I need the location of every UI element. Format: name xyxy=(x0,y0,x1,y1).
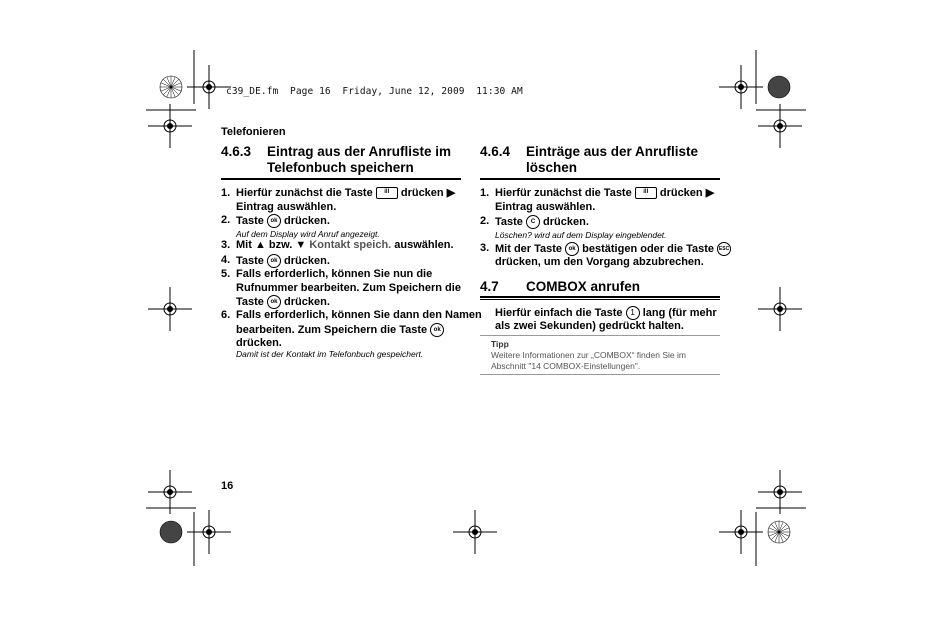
section-title: Einträge aus der Anrufliste löschen xyxy=(526,144,699,175)
combox-instructions: Hierfür einfach die Taste 1 lang (für mehr als zwei Sekunden) gedrückt halten. xyxy=(495,306,717,333)
section-number: 4.7 xyxy=(480,279,499,294)
escape-key-icon: ESC xyxy=(717,242,731,256)
call-list-key-icon: ill xyxy=(376,187,398,199)
section-heading-4-6-4 xyxy=(480,144,720,178)
step-1: 1. Hierfür zunächst die Taste ill drücken ▶ Eintrag auswählen. xyxy=(221,187,456,213)
heading-rule-thin xyxy=(480,299,720,300)
ok-key-icon: ok xyxy=(430,323,444,337)
heading-rule xyxy=(480,178,720,180)
section-heading-4-6-3 xyxy=(221,144,461,178)
heading-rule xyxy=(221,178,461,180)
print-header: c39_DE.fm Page 16 Friday, June 12, 2009 11:30 AM xyxy=(226,86,523,97)
menu-keyword: Kontakt speich. xyxy=(309,239,392,251)
clear-key-icon: C xyxy=(526,215,540,229)
step-2-note: Löschen? wird auf dem Display eingeblendet. xyxy=(495,230,667,240)
step-6: 6. Falls erforderlich, können Sie dann den Namen bearbeiten. Zum Speichern die Taste ok drücken. xyxy=(221,309,482,349)
tip-box xyxy=(480,335,720,375)
call-list-key-icon: ill xyxy=(635,187,657,199)
step-6-note: Damit ist der Kontakt im Telefonbuch gespeichert. xyxy=(236,349,424,359)
ok-key-icon: ok xyxy=(267,254,281,268)
section-heading-4-7 xyxy=(480,279,720,297)
section-number: 4.6.4 xyxy=(480,144,511,159)
heading-rule xyxy=(480,296,720,298)
section-number: 4.6.3 xyxy=(221,144,252,159)
key-1-icon: 1 xyxy=(626,306,640,320)
step-5: 5. Falls erforderlich, können Sie nun die Rufnummer bearbeiten. Zum Speichern die Taste ok drücken. xyxy=(221,268,461,308)
ok-key-icon: ok xyxy=(267,295,281,309)
tip-text: Weitere Informationen zur „COMBOX“ finden Sie im Abschnitt "14 COMBOX-Einstellungen". xyxy=(491,350,686,371)
step-3: 3. Mit der Taste ok bestätigen oder die Taste ESC drücken, um den Vorgang abzubrechen. xyxy=(480,242,730,269)
page-number: 16 xyxy=(221,480,234,492)
step-2-note: Auf dem Display wird Anruf angezeigt. xyxy=(236,229,380,239)
tip-title: Tipp xyxy=(491,339,509,349)
ok-key-icon: ok xyxy=(565,242,579,256)
chapter-title: Telefonieren xyxy=(221,126,286,138)
ok-key-icon: ok xyxy=(267,214,281,228)
section-title: COMBOX anrufen xyxy=(526,279,641,294)
section-title: Eintrag aus der Anrufliste im Telefonbuch speichern xyxy=(267,144,452,175)
step-1: 1. Hierfür zunächst die Taste ill drücken ▶ Eintrag auswählen. xyxy=(480,187,715,213)
